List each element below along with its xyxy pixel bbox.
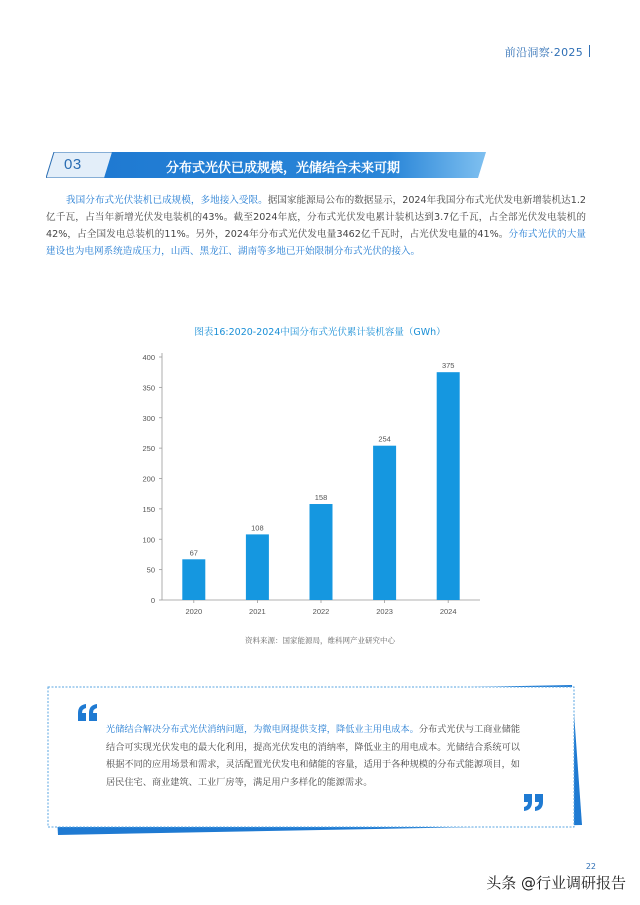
y-tick-label: 0 — [150, 596, 155, 605]
paragraph-lead-highlight: 我国分布式光伏装机已成规模，多地接入受限。 — [66, 195, 268, 206]
data-label-2022: 158 — [314, 493, 328, 503]
bar-chart — [130, 342, 490, 622]
bar-2023 — [373, 446, 396, 600]
y-tick-label: 50 — [146, 565, 155, 575]
bar-2020 — [182, 559, 205, 600]
header-divider — [589, 45, 590, 57]
y-tick-label: 400 — [142, 353, 155, 362]
header-tag — [505, 44, 590, 60]
x-tick-label-2022: 2022 — [312, 607, 330, 616]
watermark: 头条 @行业调研报告 — [486, 874, 626, 892]
paragraph-body: 据国家能源局公布的数据显示，2024年我国分布式光伏发电新增装机达1.2亿千瓦，占当年新增光伏发电装机的43%。截至2024年底，分布式光伏发电累计装机达到3.7亿千瓦，占全部光伏发电装机的42%，占全国发电总装机的11%。另外，2024年分布式光伏发电量3462亿千瓦时，占光伏发电量的41%。 — [46, 195, 587, 240]
data-label-2024: 375 — [441, 361, 455, 371]
close-quote-icon — [522, 793, 546, 813]
quote-box — [46, 685, 582, 835]
bar-2024 — [437, 372, 460, 600]
quote-text — [106, 721, 520, 791]
y-tick-label: 150 — [142, 504, 155, 514]
body-paragraph — [46, 192, 586, 260]
x-tick-label-2023: 2023 — [376, 607, 393, 616]
y-tick-label: 100 — [142, 535, 155, 545]
section-title: 分布式光伏已成规模，光储结合未来可期 — [166, 161, 401, 176]
data-label-2023: 254 — [378, 434, 391, 444]
bar-2022 — [310, 504, 333, 600]
chart-source: 资料来源：国家能源局，维科网产业研究中心 — [245, 636, 395, 645]
x-tick-label-2024: 2024 — [439, 607, 457, 616]
page-number: 22 — [585, 862, 596, 871]
chart-title: 图表16:2020-2024中国分布式光伏累计装机容量（GWh） — [194, 327, 446, 338]
x-tick-label-2020: 2020 — [185, 607, 203, 616]
bar-2021 — [246, 534, 269, 600]
section-heading — [46, 152, 486, 178]
open-quote-icon — [76, 703, 100, 723]
header-tag-text: 前沿洞察·2025 — [504, 46, 583, 59]
y-tick-label: 350 — [142, 383, 155, 393]
quote-body: 分布式光伏与工商业储能结合可实现光伏发电的最大化利用，提高光伏发电的消纳率，降低业主的用电成本。光储结合系统可以根据不同的应用场景和需求，灵活配置光伏发电和储能的容量，适用于各种规模的分布式能源项目，如居民住宅、商业建筑、工业厂房等，满足用户多样化的能源需求。 — [106, 724, 521, 788]
y-tick-label: 300 — [142, 413, 155, 423]
y-tick-label: 250 — [142, 444, 155, 454]
paragraph-tail-highlight: 分布式光伏的大量建设也为电网系统造成压力，山西、黑龙江、湖南等多地已开始限制分布式光伏的接入。 — [46, 229, 586, 257]
x-tick-label-2021: 2021 — [249, 607, 266, 616]
y-tick-label: 200 — [142, 474, 155, 484]
data-label-2020: 67 — [189, 548, 198, 558]
data-label-2021: 108 — [251, 523, 264, 533]
section-number: 03 — [64, 156, 82, 173]
quote-highlight: 光储结合解决分布式光伏消纳问题，为微电网提供支撑，降低业主用电成本。 — [106, 724, 419, 735]
